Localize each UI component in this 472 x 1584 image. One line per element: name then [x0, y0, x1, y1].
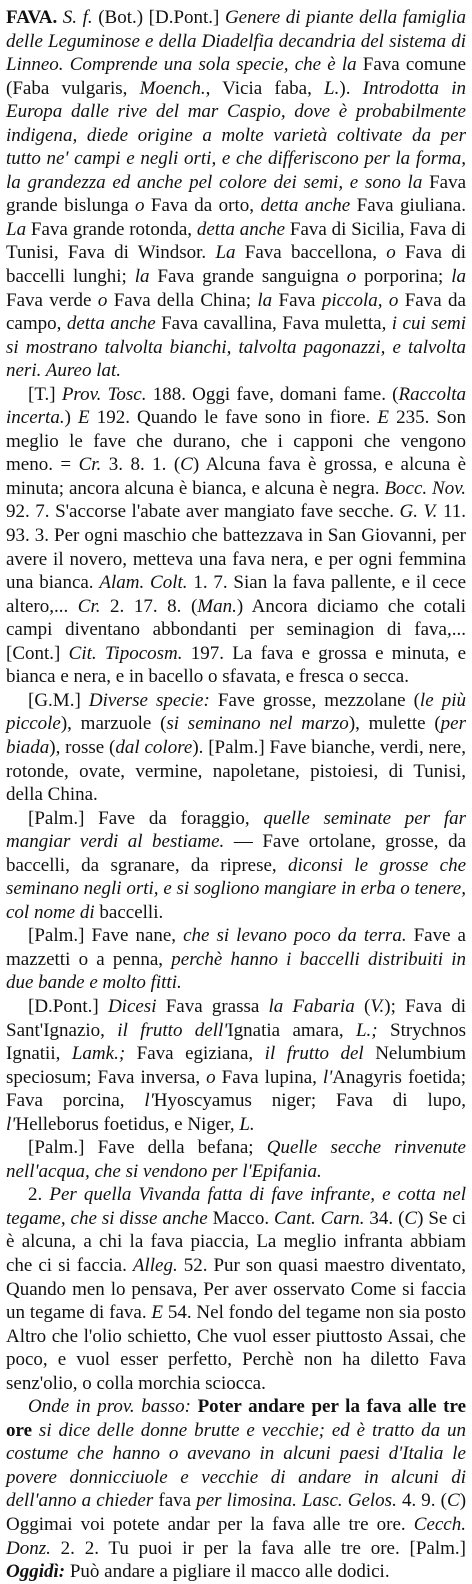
italic-text: i cui semi si mostrano talvolta bianchi, talvolta pagonazzi, e talvolta neri. Aureo lat. [6, 313, 467, 382]
italic-text: Cr. [78, 454, 102, 476]
body-text: Fave a mazzetti o a penna, [6, 925, 466, 970]
dictionary-entry [6, 0, 466, 1584]
body-text: Helleborus foetidus, e Niger, [15, 1113, 240, 1135]
body-text: ), marzuole ( [60, 713, 167, 735]
italic-text: Cit. Tipocosm. [68, 642, 183, 664]
body-text: 188. Oggi fave, domani fame. ( [146, 383, 399, 405]
body-text: Fava di baccelli lunghi; [6, 242, 466, 288]
body-text: Può andare a pigliare il macco alle dodici. [65, 1561, 390, 1583]
italic-text: Bocc. Nov. [384, 477, 466, 499]
body-text: 192. Quando le fave sono in fiore. [89, 407, 378, 429]
body-text: Fava [272, 289, 322, 311]
italic-text: o [346, 266, 357, 288]
italic-text: perchè hanno i baccelli distribuiti in due bande e molto fitti. [6, 948, 466, 994]
italic-text: l' [6, 1113, 16, 1135]
body-text: Fava grassa [156, 995, 269, 1017]
body-text: Macco. [207, 1207, 275, 1229]
body-text: Fave grosse, mezzolane ( [209, 689, 420, 711]
bold-text: Oggidì: [6, 1561, 66, 1583]
italic-text: E [78, 407, 90, 429]
body-text: 52. Pur son quasi maestro diventato, Quando men lo pensava, Per aver osservato Come si faccia un tegame di fava. [6, 1254, 466, 1324]
entry-paragraph [6, 995, 466, 1136]
body-text: 3. 8. 1. ( [101, 454, 181, 476]
body-text: 34. ( [364, 1207, 405, 1229]
entry-paragraph [6, 6, 466, 383]
body-text: Fava cavallina, Fava muletta, [155, 313, 392, 335]
italic-text: o [134, 195, 145, 217]
italic-text: Lasc. Gelos. [301, 1490, 397, 1512]
body-text: ), rosse ( [49, 736, 116, 758]
body-text: Fava di Sicilia, Fava di Tunisi, Fava di Windsor. [6, 218, 466, 264]
italic-text: o [97, 289, 108, 311]
body-text: Fava da campo, [6, 289, 466, 335]
entry-paragraph [6, 689, 466, 807]
italic-text: C [447, 1490, 460, 1512]
body-text: porporina; [356, 266, 452, 288]
italic-text: V. [370, 995, 385, 1017]
body-text: 11. 93. 3. Per ogni maschio che battezzava in San Giovanni, per avere il novero, metteva una fava nera, e per ogni femmina una bianca. [6, 501, 466, 594]
italic-text: C [404, 1207, 418, 1229]
body-text: [G.M.] [28, 689, 89, 711]
italic-text: Dicesi [107, 995, 157, 1017]
italic-text: o [386, 242, 396, 264]
body-text: 4. 9. ( [396, 1490, 448, 1512]
italic-text: o [206, 1066, 216, 1088]
entry-paragraph [6, 1136, 466, 1183]
italic-text: detta anche [196, 218, 286, 240]
italic-text: Introdotta in Europa dalle rive del mar Caspio, dove è probabilmente indigena, diede origine a molte varietà coltivate da per tutto ne' campi e negli orti, e che differiscono per la forma, la grandezza ed anche pel colore dei semi, e sono la [6, 77, 466, 193]
body-text: Fava comune (Faba vulgaris, [6, 54, 466, 99]
italic-text: il frutto del [264, 1043, 364, 1065]
italic-text: quelle seminate per far mangiar verdi al bestiame. [6, 807, 466, 853]
body-text: 197. La fava e grossa e minuta, e bianca e nera, e in bacello o sfavata, e fresca o secca. [6, 642, 467, 688]
italic-text: l' [144, 1090, 154, 1112]
body-text: Hyoscyamus niger; Fava di lupo, [153, 1090, 466, 1112]
body-text: 2. [28, 1184, 50, 1206]
body-text: Fava egiziana, [125, 1043, 265, 1065]
body-text: ) [64, 407, 78, 429]
entry-paragraph [6, 807, 466, 925]
italic-text: Alam. Colt. [99, 572, 188, 594]
italic-text: per limosina. [196, 1490, 297, 1512]
italic-text: per biada [6, 713, 466, 758]
body-text: Fava grande rotonda, [26, 218, 197, 240]
body-text: baccelli. [94, 901, 164, 923]
italic-text: la [257, 289, 273, 311]
body-text: — Fave ortolane, grosse, da baccelli, da sgranare, da riprese, [6, 831, 466, 876]
body-text: Fava della China; [107, 289, 258, 311]
body-text: Fava grande sanguigna [149, 266, 347, 288]
body-text: ) Ancora diciamo che cotali campi diventano abbondanti per seminagion di fava,... [Cont.] [6, 595, 466, 664]
body-text: [T.] [28, 383, 62, 405]
body-text: 2. 2. Tu puoi ir per la fava alle tre ore. [Palm.] [50, 1537, 466, 1559]
body-text: ), mulette ( [348, 713, 441, 735]
italic-text: detta anche [260, 195, 351, 217]
body-text: Strychnos Ignatii, [6, 1019, 466, 1065]
italic-text: G. V. [399, 501, 438, 523]
body-text: 2. 17. 8. ( [100, 595, 198, 617]
body-text: Fava verde [6, 289, 98, 311]
body-text: 54. Nel fondo del tegame non sia posto Altro che l'olio schietto, Che vuol esser piuttosto Assai, che poco, e vuol esser perfetto, Perchè non ha diletto Fava senz'olio, o colla morchia sciocca. [6, 1302, 466, 1394]
italic-text: dal colore [115, 736, 193, 758]
entry-paragraph [6, 1395, 466, 1583]
italic-text: L.; [355, 1019, 378, 1041]
body-text: Nelumbium speciosum; Fava inversa, [6, 1043, 466, 1088]
italic-text: La [6, 218, 27, 240]
body-text: , Vicia faba, [205, 77, 325, 99]
body-text: ) Alcuna fava è grossa, e alcuna è minuta; ancora alcuna è bianca, e alcuna è negra. [6, 454, 467, 499]
italic-text: L. [324, 77, 340, 99]
italic-text: Per quella Vivanda fatta di fave infrante, e cotta nel tegame, che si disse anche [6, 1184, 466, 1229]
body-text: [D.Pont.] [28, 995, 108, 1017]
body-text: ) Oggimai voi potete andar per la fava alle tre ore. [6, 1490, 467, 1535]
italic-text: l' [322, 1066, 333, 1088]
body-text: ( [354, 995, 371, 1017]
entry-paragraph [6, 924, 466, 995]
italic-text: si dice delle donne brutte e vecchie; ed è tratto da un costume che hanno o avevano in alcuni paesi d'Italia le povere donnicciuole e vecchie di andare in alcuni di dell'anno a chieder [6, 1419, 466, 1512]
body-text: Fava lupina, [215, 1066, 323, 1088]
italic-text: Onde in prov. basso: [28, 1396, 191, 1418]
body-text: ) Se ci è alcuna, a chi la fava piaccia, La meglio infranta abbiam che ci si faccia. [6, 1207, 466, 1276]
body-text: Fava giuliana. [350, 195, 466, 217]
body-text: 92. 7. S'accorse l'abate aver mangiato fave secche. [6, 501, 400, 523]
body-text: 235. Son meglio le fave che durano, che i capponi che vengono meno. = [6, 407, 466, 476]
italic-text: S. f. [62, 7, 93, 28]
body-text: [Palm.] Fave della befana; [28, 1137, 267, 1159]
italic-text: la Fabaria [268, 995, 355, 1017]
italic-text: Genere di piante della famiglia delle Leguminose e della Diadelfia decandria del sistema di Linneo. Comprende una sola specie, che è la [6, 7, 467, 76]
body-text [191, 1396, 198, 1417]
italic-text: Alleg. [132, 1254, 178, 1276]
italic-text: il frutto dell' [117, 1019, 228, 1041]
italic-text: Moench. [139, 77, 206, 99]
body-text: Ignatia amara, [227, 1019, 356, 1041]
italic-text: Cecch. Donz. [6, 1514, 466, 1559]
italic-text: diconsi le grosse che seminano negli orti, e si sogliono mangiare in erba o tenere, col nome di [6, 854, 467, 923]
entry-paragraph [6, 1183, 466, 1395]
italic-text: Cr. [77, 595, 101, 617]
italic-text: si seminano nel marzo [166, 713, 349, 735]
body-text: fava [153, 1490, 197, 1512]
body-text: (Bot.) [D.Pont.] [92, 7, 225, 28]
entry-paragraph [6, 383, 466, 689]
italic-text: che si levano poco da terra. [183, 925, 407, 947]
body-text: ). [339, 77, 363, 99]
italic-text: Cant. Carn. [274, 1207, 365, 1229]
body-text: 1. 7. Sian la fava pallente, e il cece altero,... [6, 572, 467, 617]
italic-text: Lamk.; [71, 1043, 126, 1065]
italic-text: E [377, 407, 389, 429]
italic-text: piccola, o [321, 289, 399, 311]
body-text: Anagyris foetida; Fava porcina, [6, 1066, 466, 1112]
italic-text: E [151, 1302, 164, 1324]
italic-text: C [180, 454, 193, 476]
body-text: [Palm.] Fave da foraggio, [28, 807, 264, 829]
italic-text: la [134, 266, 150, 288]
bold-text: FAVA. [6, 7, 58, 28]
body-text: Fava da orto, [144, 195, 261, 217]
italic-text: le più piccole [6, 689, 466, 735]
italic-text: Man. [197, 595, 237, 617]
body-text [32, 1420, 39, 1441]
italic-text: Diverse specie: [88, 689, 210, 711]
body-text: ); Fava di Sant'Ignazio, [6, 995, 466, 1041]
italic-text: La [215, 242, 236, 264]
bold-text: Poter andare per la fava alle tre ore [6, 1396, 467, 1441]
italic-text: Prov. Tosc. [61, 383, 147, 405]
body-text: ). [Palm.] Fave bianche, verdi, nere, rotonde, ovate, vermine, napoletane, pistoiesi, di Tunisi, della China. [6, 736, 466, 806]
italic-text: la [451, 266, 467, 288]
body-text: Fava baccellona, [235, 242, 387, 264]
body-text: Fava grande bislunga [6, 171, 466, 217]
italic-text: L. [239, 1113, 255, 1135]
body-text: [Palm.] Fave nane, [28, 925, 184, 947]
italic-text: detta anche [66, 313, 156, 335]
italic-text: Raccolta incerta. [6, 383, 467, 429]
italic-text: Quelle secche rinvenute nell'acqua, che si vendono per l'Epifania. [6, 1137, 466, 1182]
